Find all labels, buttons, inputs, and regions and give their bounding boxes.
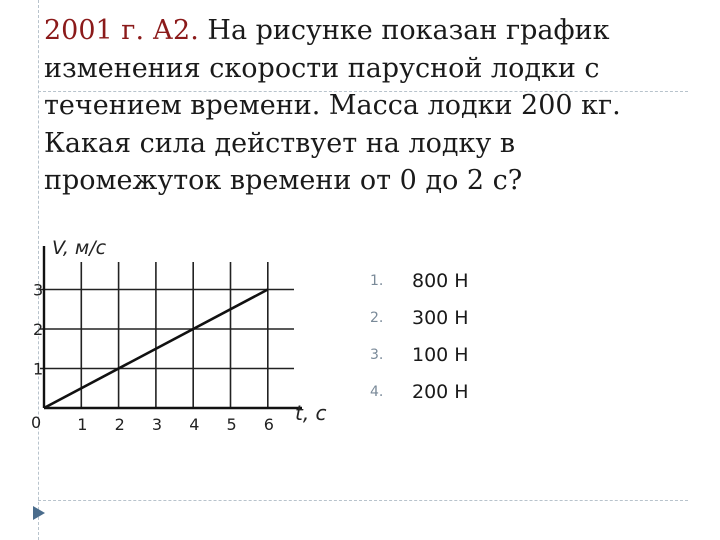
x-tick-label: 2 bbox=[114, 415, 125, 434]
y-tick-label: 3 bbox=[33, 280, 44, 300]
x-tick-label: 3 bbox=[151, 415, 163, 434]
answer-option[interactable] bbox=[370, 299, 469, 336]
graph-tick-labels bbox=[31, 281, 274, 435]
answer-option[interactable] bbox=[370, 336, 469, 373]
answer-value: 300 Н bbox=[412, 306, 469, 329]
x-axis-label: t, c bbox=[295, 401, 327, 425]
velocity-graph bbox=[30, 232, 350, 442]
answer-index: 4. bbox=[370, 383, 384, 400]
answer-index: 2. bbox=[370, 309, 384, 326]
answer-value: 100 Н bbox=[412, 343, 469, 366]
y-tick-label: 1 bbox=[33, 359, 44, 379]
answer-options bbox=[370, 262, 469, 410]
answer-value: 800 Н bbox=[412, 269, 469, 292]
x-tick-label: 6 bbox=[263, 415, 274, 434]
triangle-right-icon[interactable] bbox=[32, 505, 46, 521]
answer-value: 200 Н bbox=[412, 380, 469, 403]
y-tick-label: 2 bbox=[33, 320, 44, 339]
x-tick-label: 1 bbox=[77, 415, 88, 434]
graph-grid bbox=[40, 262, 294, 408]
question-text bbox=[44, 12, 684, 200]
y-axis-label: V, м/с bbox=[52, 237, 107, 259]
origin-label: 0 bbox=[31, 413, 42, 432]
answer-index: 3. bbox=[370, 346, 384, 363]
x-tick-label: 4 bbox=[189, 415, 200, 434]
graph-axes bbox=[44, 246, 302, 408]
x-tick-label: 5 bbox=[226, 415, 237, 434]
question-number: 2001 г. А2. bbox=[44, 15, 199, 46]
answer-index: 1. bbox=[370, 272, 384, 289]
question-body: На рисунке показан график изменения скорости парусной лодки с течением времени. Масса лодки 200 кг. Какая сила действует на лодку в промежуток времени от 0 до 2 с? bbox=[44, 15, 621, 196]
answer-option[interactable] bbox=[370, 373, 469, 410]
guide-line-bottom bbox=[38, 500, 688, 501]
answer-option[interactable] bbox=[370, 262, 469, 299]
